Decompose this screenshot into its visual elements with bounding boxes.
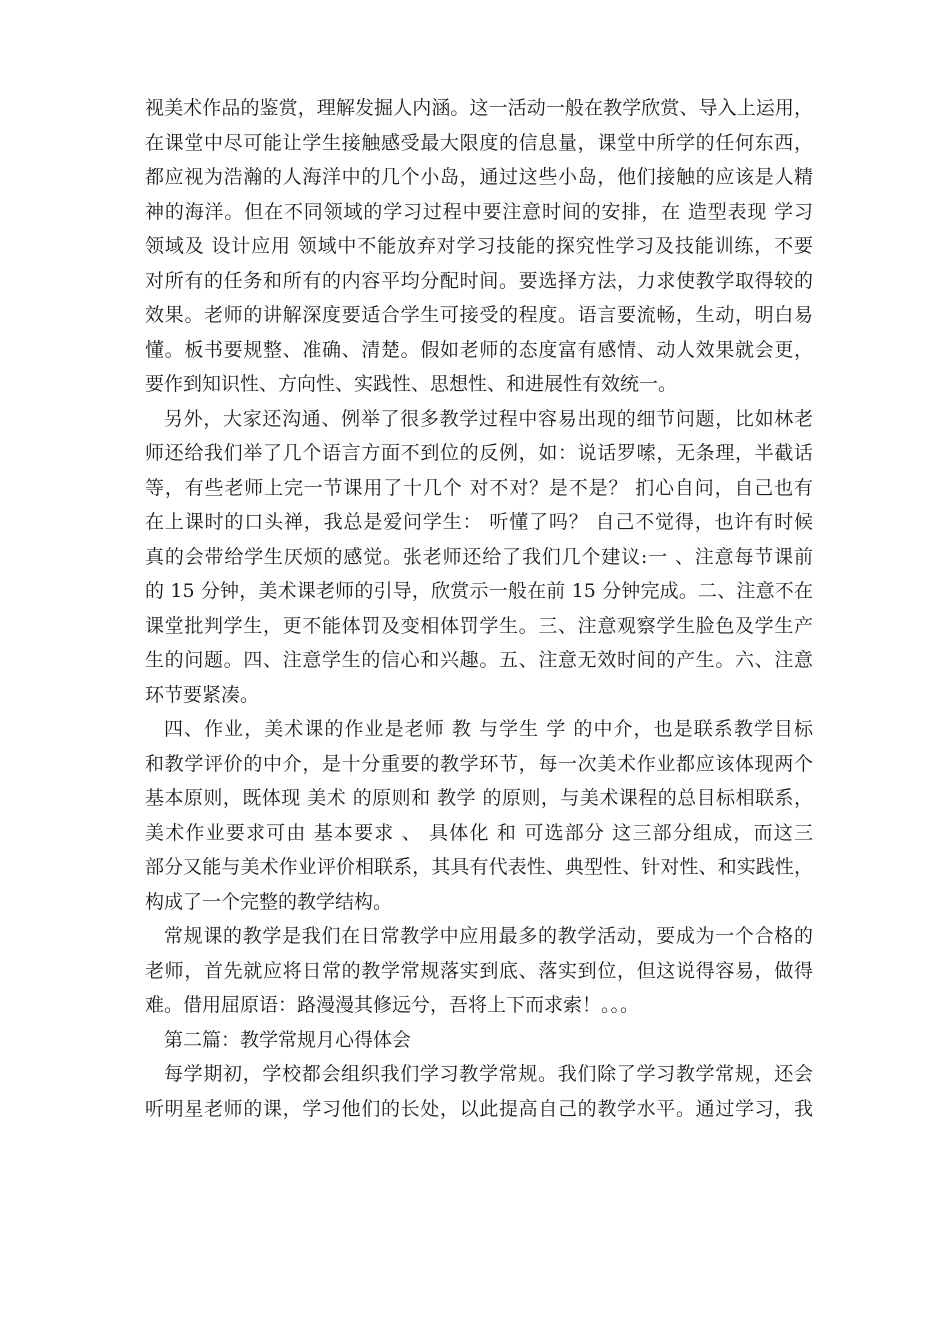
text-line: 听明星老师的课，学习他们的长处，以此提高自己的教学水平。通过学习，我	[145, 1097, 813, 1120]
text-line: 在上课时的口头禅，我总是爱问学生： 听懂了吗？ 自己不觉得，也许有时候	[145, 511, 813, 533]
text-line: 等，有些老师上完一节课用了十几个 对不对？是不是？ 扪心自问，自己也有	[145, 476, 813, 499]
text-line: 要作到知识性、方向性、实践性、思想性、和进展性有效统一。	[145, 373, 678, 395]
text-line: 和教学评价的中介，是十分重要的教学环节，每一次美术作业都应该体现两个	[145, 752, 813, 775]
text-line: 神的海洋。但在不同领域的学习过程中要注意时间的安排，在 造型表现 学习	[145, 200, 813, 223]
text-line: 美术作业要求可由 基本要求 、 具体化 和 可选部分 这三部分组成，而这三	[145, 821, 813, 844]
document-body	[145, 91, 813, 1126]
text-line: 师还给我们举了几个语言方面不到位的反例，如：说话罗嗦，无条理，半截话	[145, 442, 813, 464]
text-line: 领域及 设计应用 领域中不能放弃对学习技能的探究性学习及技能训练，不要	[145, 235, 813, 257]
text-line: 视美术作品的鉴赏，理解发掘人内涵。这一活动一般在教学欣赏、导入上运用，	[145, 97, 813, 119]
text-line: 对所有的任务和所有的内容平均分配时间。要选择方法，力求使教学取得较的	[145, 269, 813, 292]
text-line: 第二篇：教学常规月心得体会	[164, 1028, 412, 1051]
text-line: 效果。老师的讲解深度要适合学生可接受的程度。语言要流畅，生动，明白易	[145, 304, 813, 326]
text-line: 难。借用屈原语：路漫漫其修远兮，吾将上下而求索！。。。	[145, 994, 640, 1016]
text-line: 环节要紧凑。	[145, 683, 260, 706]
text-line: 每学期初，学校都会组织我们学习教学常规。我们除了学习教学常规，还会	[164, 1063, 813, 1085]
text-line: 生的问题。四、注意学生的信心和兴趣。五、注意无效时间的产生。六、注意	[145, 649, 813, 671]
text-line: 另外，大家还沟通、例举了很多教学过程中容易出现的细节问题，比如林老	[164, 407, 813, 430]
text-line: 四、作业，美术课的作业是老师 教 与学生 学 的中介，也是联系教学目标	[164, 718, 813, 740]
text-line: 真的会带给学生厌烦的感觉。张老师还给了我们几个建议:一 、注意每节课前	[145, 545, 813, 568]
text-line: 在课堂中尽可能让学生接触感受最大限度的信息量，课堂中所学的任何东西，	[145, 131, 813, 154]
text-line: 常规课的教学是我们在日常教学中应用最多的教学活动，要成为一个合格的	[164, 925, 813, 947]
text-line: 懂。板书要规整、准确、清楚。假如老师的态度富有感情、动人效果就会更，	[145, 338, 813, 361]
text-line: 都应视为浩瀚的人海洋中的几个小岛，通过这些小岛，他们接触的应该是人精	[145, 166, 813, 188]
text-line: 构成了一个完整的教学结构。	[145, 890, 393, 913]
text-line: 的 15 分钟，美术课老师的引导，欣赏示一般在前 15 分钟完成。二、注意不在	[145, 580, 813, 602]
text-line: 老师，首先就应将日常的教学常规落实到底、落实到位，但这说得容易，做得	[145, 959, 813, 982]
text-line: 部分又能与美术作业评价相联系，其具有代表性、典型性、针对性、和实践性，	[145, 856, 813, 878]
text-line: 基本原则，既体现 美术 的原则和 教学 的原则，与美术课程的总目标相联系，	[145, 787, 813, 809]
text-line: 课堂批判学生，更不能体罚及变相体罚学生。三、注意观察学生脸色及学生产	[145, 614, 813, 637]
